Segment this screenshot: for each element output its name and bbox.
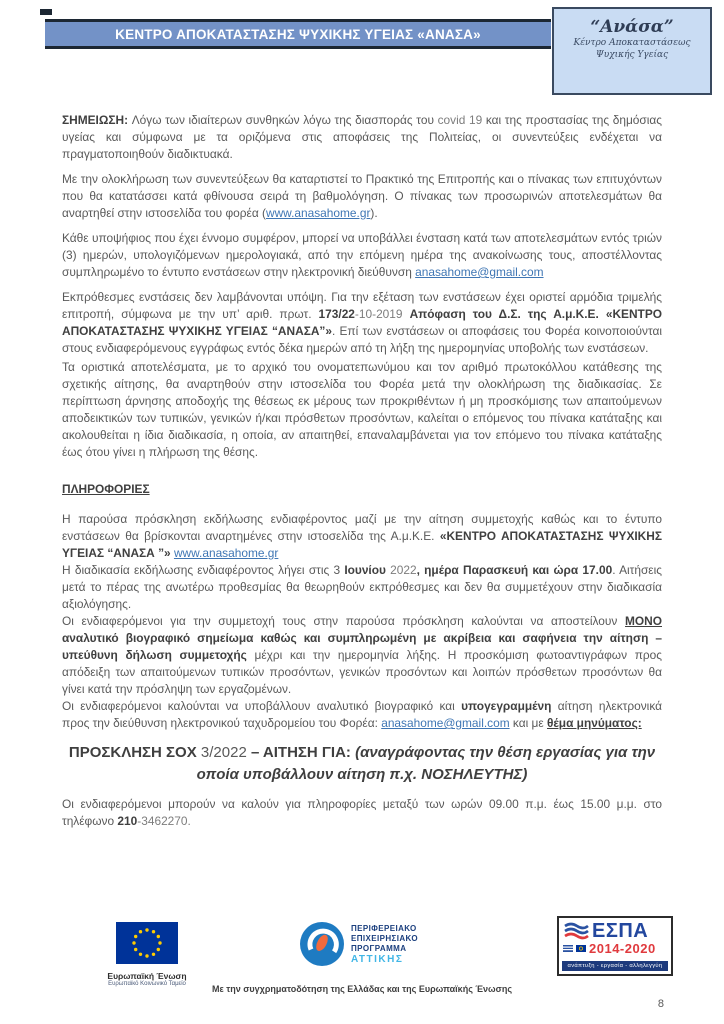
espa-waves-icon (563, 922, 589, 940)
text-run: υπογεγραμμένη (461, 699, 552, 713)
text-run: Η παρούσα πρόσκληση εκδήλωσης ενδιαφέροντος μαζί με την αίτηση συμμετοχής καθώς και το έντυπο ενστάσεων θα βρίσκονται αναρτημένες στην ιστοσελίδα της Α.μ.Κ.Ε. (62, 512, 662, 543)
text-run: , ημέρα Παρασκευή και ώρα 17.00 (416, 563, 613, 577)
corner-mark (40, 9, 52, 15)
espa-logo-block (557, 916, 673, 976)
anasa-logo-subtitle-1: Κέντρο Αποκαταστάσεως (573, 38, 691, 48)
text-run: covid 19 (437, 113, 486, 127)
text-run: και της προστασίας της δημόσιας υγείας και σύμφωνα με τα οριζόμενα στις αποφάσεις της Πολιτείας, οι συνεντεύξεις ενδέχεται να πραγματοποιηθούν διαδικτυακά. (62, 113, 662, 161)
attiki-logo-block (300, 922, 418, 966)
text-run: Οι ενδιαφερόμενοι μπορούν να καλούν για πληροφορίες μεταξύ των ωρών 09.00 π.μ. έως 15.00 μ.μ. στο τηλέφωνο (62, 797, 662, 828)
website-paragraph (62, 511, 662, 562)
text-run: μέχρι και την ημερομηνία λήξης. Η προσκόμιση φωτοαντιγράφων προς απόδειξη των απαιτούμενων τυπικών προσόντων, γενικών προσόντων και λοιπών πρόσθετων προσόντων θα γίνει κατά την πρόσληψη των εργαζομένων. (62, 648, 663, 696)
hyperlink[interactable]: www.anasahome.gr (173, 546, 279, 560)
espa-title: ΕΣΠΑ (592, 920, 649, 942)
deadline-paragraph (62, 562, 662, 613)
attiki-label-2: ΕΠΙΧΕΙΡΗΣΙΑΚΟ (351, 933, 418, 943)
final-results-paragraph (62, 359, 662, 461)
text-run: Με την ολοκλήρωση των συνεντεύξεων θα καταρτιστεί το Πρακτικό της Επιτροπής και ο πίνακας των επιτυχόντων που θα κατατάσσει κατά φθίνουσα σειρά τη βαθμολόγηση. Ο πίνακας των προσωρινών αποτελεσμάτων θα αναρτηθεί στην ιστοσελίδα του φορέα ( (62, 172, 662, 220)
text-run: Κάθε υποψήφιος που έχει έννομο συμφέρον, μπορεί να υποβάλλει ένσταση κατά των αποτελεσμάτων εντός τριών (3) ημερών, υπολογιζόμενων ημερολογιακά, από την επόμενη ημέρα της ανακοίνωσης τους, αποστέλλοντας συμπληρωμένο το έντυπο ενστάσεων στην ηλεκτρονική διεύθυνση (62, 231, 662, 279)
espa-tagline: ανάπτυξη - εργασία - αλληλεγγύη (562, 961, 668, 971)
hyperlink[interactable]: www.anasahome.gr (265, 206, 371, 220)
footer (0, 912, 724, 1024)
text-run: . Αιτήσεις μετά το πέρας της ανωτέρω προθεσμίας θα θεωρηθούν εκπρόθεσμες και δεν θα συμμετέχουν στην διαδικασία αξιολόγησης. (62, 563, 662, 611)
text-run: 3/2022 (200, 744, 251, 761)
page-number: 8 (657, 998, 664, 1010)
phone-paragraph (62, 796, 662, 830)
eu-label: Ευρωπαϊκή Ένωση (107, 971, 187, 981)
eu-logo-block (92, 922, 202, 987)
attiki-label-4: ΑΤΤΙΚΗΣ (351, 953, 404, 965)
hyperlink[interactable]: anasahome@gmail.com (415, 265, 544, 279)
anasa-logo (552, 7, 712, 95)
text-run: Οι ενδιαφερόμενοι καλούνται να υποβάλλουν αναλυτικό βιογραφικό και (62, 699, 462, 713)
banner-title: ΚΕΝΤΡΟ ΑΠΟΚΑΤΑΣΤΑΣΗΣ ΨΥΧΙΚΗΣ ΥΓΕΙΑΣ «ΑΝΑΣΑ» (115, 26, 481, 42)
attiki-label-3: ΠΡΟΓΡΑΜΜΑ (351, 943, 407, 953)
text-run: Απόφαση του Δ.Σ. της Α.μ.Κ.Ε. «ΚΕΝΤΡΟ ΑΠΟΚΑΤΑΣΤΑΣΗΣ ΨΥΧΙΚΗΣ ΥΓΕΙΑΣ “ΑΝΑΣΑ”» (62, 307, 662, 338)
greek-flag-icon (563, 945, 573, 952)
text-run: ΜΟΝΟ (625, 614, 662, 628)
attiki-swirl-icon (300, 922, 344, 966)
text-run: 210 (117, 814, 138, 828)
eu-mini-flag-icon (576, 945, 586, 952)
text-run: αίτηση ηλεκτρονικά προς την διεύθυνση ηλεκτρονικού ταχυδρομείου του Φορέα: (62, 699, 663, 730)
text-run: Λόγω των ιδιαίτερων συνθηκών λόγω της διασποράς του (131, 113, 438, 127)
eu-flag-icon (116, 922, 178, 964)
espa-years: 2014-2020 (589, 941, 656, 956)
info-heading (62, 481, 662, 498)
objection-paragraph (62, 230, 662, 281)
text-run: ). (370, 206, 378, 220)
text-run: ΠΛΗΡΟΦΟΡΙΕΣ (62, 482, 150, 496)
text-run: -10-2019 (354, 307, 410, 321)
text-run: «ΚΕΝΤΡΟ ΑΠΟΚΑΤΑΣΤΑΣΗΣ ΨΥΧΙΚΗΣ ΥΓΕΙΑΣ “ΑΝΑΣΑ ”» (62, 529, 662, 560)
committee-paragraph (62, 289, 662, 357)
text-run: Οι ενδιαφερόμενοι για την συμμετοχή τους στην παρούσα πρόσκληση καλούνται να αποστείλουν (62, 614, 625, 628)
cofinance-note: Με την συγχρηματοδότηση της Ελλάδας και της Ευρωπαϊκής Ένωσης (211, 984, 512, 994)
attiki-label-1: ΠΕΡΙΦΕΡΕΙΑΚΟ (351, 923, 417, 933)
text-run: Η διαδικασία εκδήλωσης ενδιαφέροντος λήγει στις 3 (62, 563, 345, 577)
text-run: – ΑΙΤΗΣΗ ΓΙΑ: (250, 744, 356, 761)
document-body (62, 112, 662, 838)
text-run: ΣΗΜΕΙΩΣΗ: (62, 113, 132, 127)
note-paragraph (62, 112, 662, 163)
text-run: 173/22 (318, 307, 355, 321)
submission-paragraph (62, 613, 662, 698)
text-run: ΠΡΟΣΚΛΗΣΗ ΣΟΧ (68, 744, 201, 761)
text-run: Εκπρόθεσμες ενστάσεις δεν λαμβάνονται υπόψη. Για την εξέταση των ενστάσεων έχει οριστεί αρμόδια τριμελής επιτροπή, σύμφωνα με την υπ’ αριθ. πρωτ. (62, 290, 662, 321)
text-run: 2022 (390, 563, 417, 577)
text-run: . Επί των ενστάσεων οι αποφάσεις του Φορέα κοινοποιούνται στους ενδιαφερόμενους εγγράφως εντός δέκα ημερών από τη λήξη της ημερομηνίας υποβολής των ενστάσεων. (62, 324, 662, 355)
subject-title (62, 742, 662, 786)
text-run: -3462270. (137, 814, 191, 828)
email-paragraph (62, 698, 662, 732)
text-run: Ιουνίου (344, 563, 391, 577)
hyperlink[interactable]: anasahome@gmail.com (381, 716, 510, 730)
anasa-logo-subtitle-2: Ψυχικής Υγείας (595, 50, 669, 60)
text-run: θέμα μηνύματος: (547, 716, 642, 730)
text-run: και με (509, 716, 547, 730)
text-run: (αναγράφοντας την θέση εργασίας για την οποία υποβάλλουν αίτηση π.χ. ΝΟΣΗΛΕΥΤΗΣ) (196, 744, 656, 783)
text-run: Τα οριστικά αποτελέσματα, με το αρχικό του ονοματεπωνύμου και τον αριθμό πρωτοκόλλου κατάθεσης της σχετικής αίτησης, θα αναρτηθούν στην ιστοσελίδα του Φορέα μετά την ολοκλήρωση της διαδικασίας. Σε περίπτωση άρνησης αποδοχής της θέσεως εκ μέρους των προκριθέντων ή μη προσκόμισης των απαιτούμενων αποδεικτικών των τυπικών, γενικών ή/και πρόσθετων προσόντων, καλείται ο επόμενος του πίνακα κατάταξης και ακολουθείται η ίδια διαδικασία, η οποία, αν απαιτηθεί, επαναλαμβάνεται για τον επόμενο του πίνακα κατάταξης έως ότου γίνει η πλήρωση της θέσης. (62, 360, 662, 459)
eu-sublabel: Ευρωπαϊκό Κοινωνικό Ταμείο (108, 981, 186, 987)
text-run: αναλυτικό βιογραφικό σημείωμα καθώς και συμπληρωμένη με ακρίβεια και σαφήνεια την αίτηση – υπεύθυνη δήλωση συμμετοχής (62, 631, 662, 662)
anasa-logo-title: “Ανάσα” (590, 17, 674, 37)
results-paragraph (62, 171, 662, 222)
header-banner (45, 19, 551, 49)
